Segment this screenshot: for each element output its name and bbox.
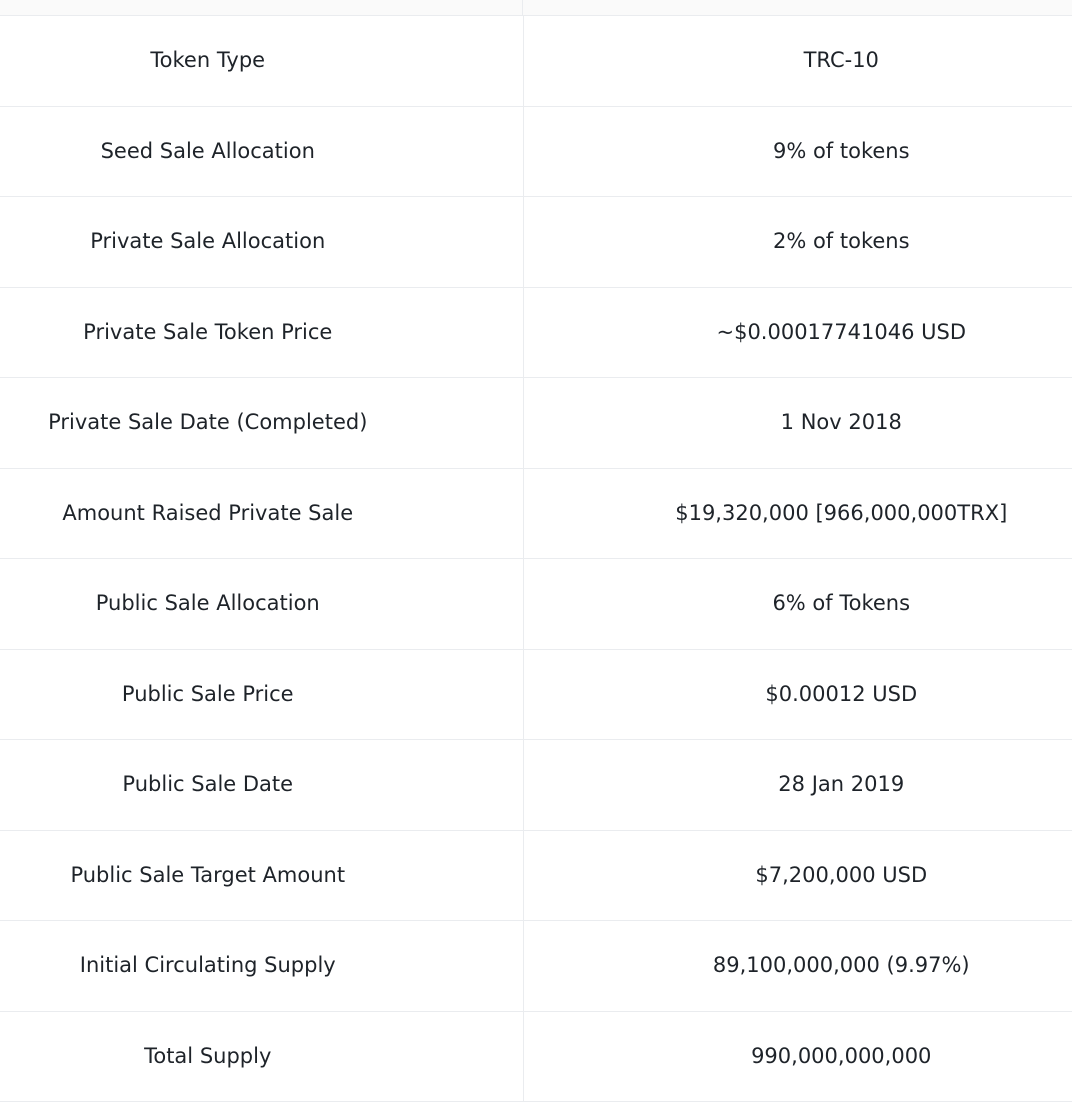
row-value: 2% of tokens — [523, 197, 1072, 288]
table-header-left — [0, 0, 523, 15]
row-label: Token Type — [0, 16, 523, 106]
row-value: ~$0.00017741046 USD — [523, 287, 1072, 378]
row-value: $0.00012 USD — [523, 649, 1072, 740]
table-row — [0, 197, 1072, 288]
row-label: Private Sale Token Price — [0, 287, 523, 378]
row-label: Public Sale Date — [0, 740, 523, 831]
row-label: Public Sale Allocation — [0, 559, 523, 650]
table-row — [0, 468, 1072, 559]
row-label: Public Sale Target Amount — [0, 830, 523, 921]
row-label: Seed Sale Allocation — [0, 106, 523, 197]
table-row — [0, 921, 1072, 1012]
table-row — [0, 740, 1072, 831]
table-row — [0, 16, 1072, 106]
table-row — [0, 287, 1072, 378]
row-value: 28 Jan 2019 — [523, 740, 1072, 831]
row-label: Public Sale Price — [0, 649, 523, 740]
row-value: 9% of tokens — [523, 106, 1072, 197]
row-label: Private Sale Allocation — [0, 197, 523, 288]
table-row — [0, 106, 1072, 197]
row-value: 89,100,000,000 (9.97%) — [523, 921, 1072, 1012]
info-table — [0, 16, 1072, 1102]
row-value: TRC-10 — [523, 16, 1072, 106]
table-header-strip — [0, 0, 1072, 16]
table-header-right — [523, 0, 1072, 15]
row-value: $19,320,000 [966,000,000TRX] — [523, 468, 1072, 559]
table-row — [0, 378, 1072, 469]
row-value: $7,200,000 USD — [523, 830, 1072, 921]
row-label: Total Supply — [0, 1011, 523, 1102]
row-value: 1 Nov 2018 — [523, 378, 1072, 469]
row-label: Amount Raised Private Sale — [0, 468, 523, 559]
table-row — [0, 559, 1072, 650]
row-value: 990,000,000,000 — [523, 1011, 1072, 1102]
table-row — [0, 830, 1072, 921]
row-value: 6% of Tokens — [523, 559, 1072, 650]
table-row — [0, 1011, 1072, 1102]
row-label: Private Sale Date (Completed) — [0, 378, 523, 469]
row-label: Initial Circulating Supply — [0, 921, 523, 1012]
table-row — [0, 649, 1072, 740]
